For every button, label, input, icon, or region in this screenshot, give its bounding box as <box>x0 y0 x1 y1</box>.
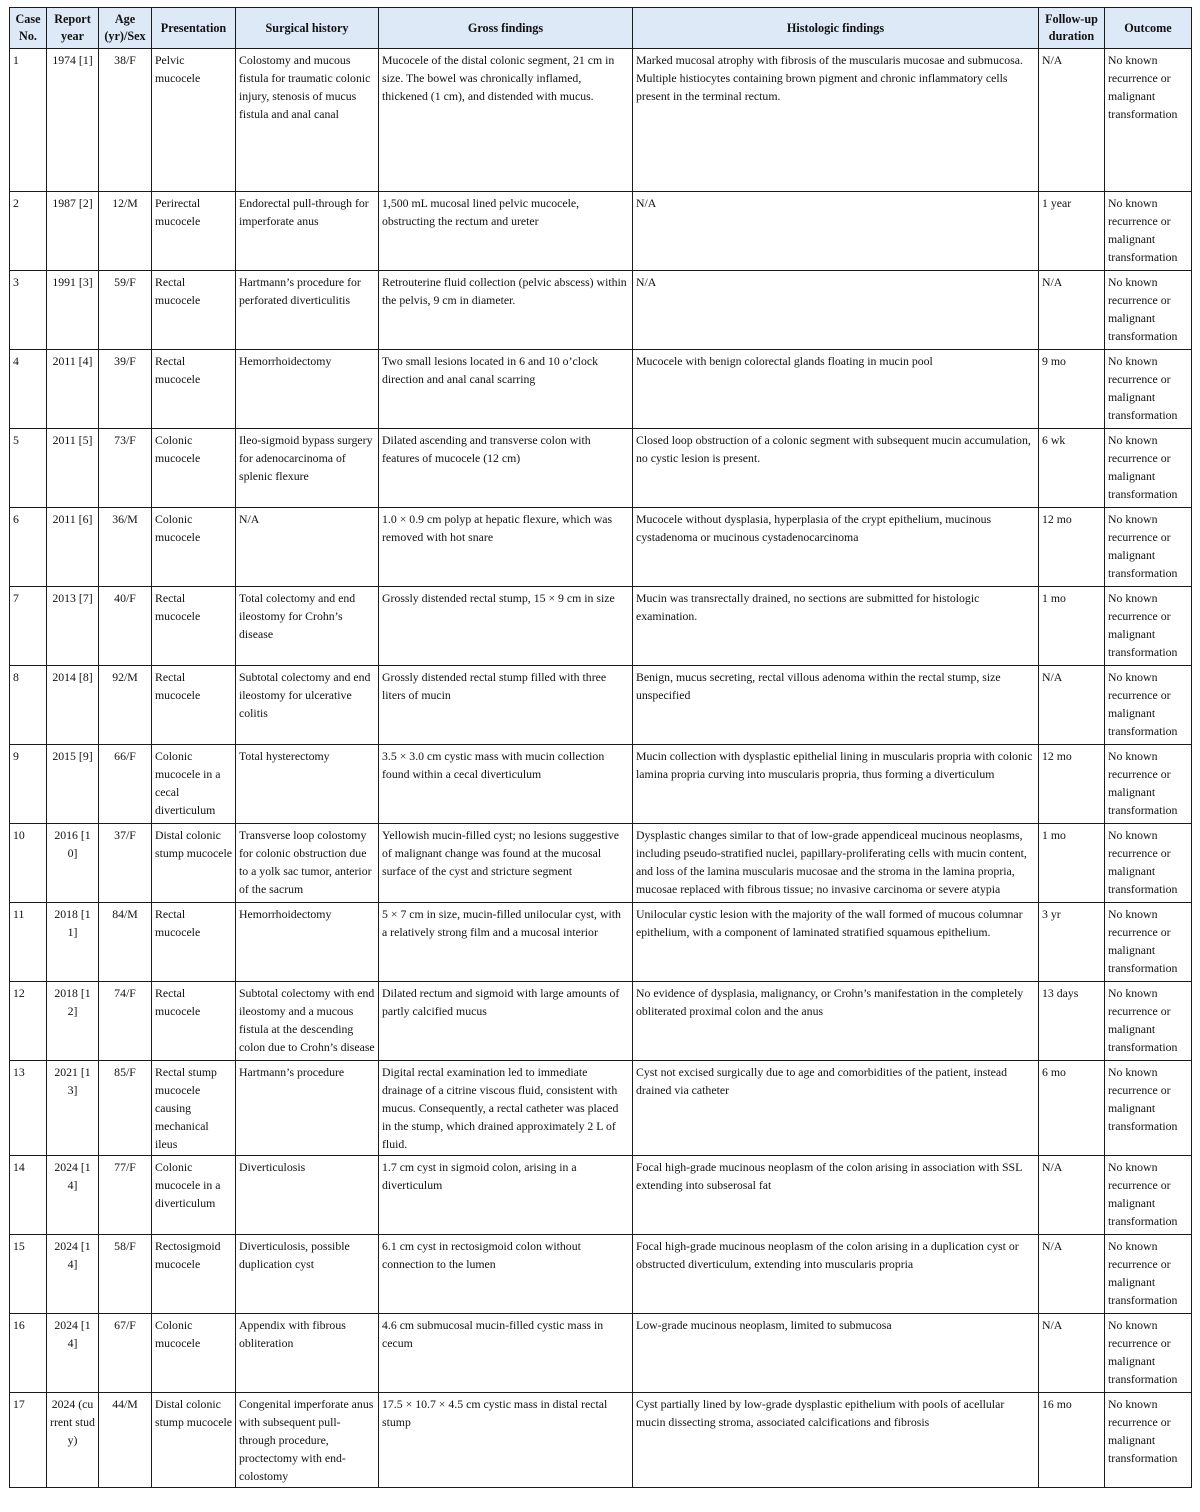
cell-outcome: No known recurrence or malignant transformation <box>1105 1235 1192 1314</box>
cell-report-year: 2011 [4] <box>47 350 99 429</box>
cell-histologic-findings: N/A <box>633 192 1039 271</box>
cell-outcome: No known recurrence or malignant transformation <box>1105 49 1192 192</box>
cell-report-year: 2015 [9] <box>47 745 99 824</box>
cell-report-year: 1991 [3] <box>47 271 99 350</box>
cell-outcome: No known recurrence or malignant transformation <box>1105 1156 1192 1235</box>
cell-follow-up: N/A <box>1039 1235 1105 1314</box>
cell-presentation: Distal colonic stump mucocele <box>152 824 236 903</box>
cell-presentation: Rectal mucocele <box>152 587 236 666</box>
cell-age-sex: 74/F <box>99 982 152 1061</box>
cell-gross-findings: 5 × 7 cm in size, mucin-filled unilocular cyst, with a relatively strong film and a mucosal interior <box>379 903 633 982</box>
table-row <box>10 587 1192 666</box>
header-surgical-history: Surgical history <box>236 8 379 49</box>
cell-gross-findings: 6.1 cm cyst in rectosigmoid colon without connection to the lumen <box>379 1235 633 1314</box>
cell-presentation: Rectosigmoid mucocele <box>152 1235 236 1314</box>
cell-outcome: No known recurrence or malignant transformation <box>1105 271 1192 350</box>
cell-histologic-findings: Mucin collection with dysplastic epithelial lining in muscularis propria with colonic lamina propria curving into muscularis propria, thus forming a diverticulum <box>633 745 1039 824</box>
cell-surgical-history: Hartmann’s procedure <box>236 1061 379 1156</box>
cell-report-year: 2021 [13] <box>47 1061 99 1156</box>
cell-case-no: 16 <box>10 1314 47 1393</box>
cell-case-no: 13 <box>10 1061 47 1156</box>
cell-gross-findings: 17.5 × 10.7 × 4.5 cm cystic mass in distal rectal stump <box>379 1393 633 1488</box>
cell-outcome: No known recurrence or malignant transformation <box>1105 429 1192 508</box>
cell-report-year: 2024 [14] <box>47 1314 99 1393</box>
cell-age-sex: 84/M <box>99 903 152 982</box>
cell-age-sex: 66/F <box>99 745 152 824</box>
cell-histologic-findings: Closed loop obstruction of a colonic segment with subsequent mucin accumulation, no cystic lesion is present. <box>633 429 1039 508</box>
cell-report-year: 2018 [12] <box>47 982 99 1061</box>
cell-presentation: Rectal mucocele <box>152 666 236 745</box>
cell-gross-findings: Retrouterine fluid collection (pelvic abscess) within the pelvis, 9 cm in diameter. <box>379 271 633 350</box>
header-age-sex: Age (yr)/Sex <box>99 8 152 49</box>
cell-gross-findings: Mucocele of the distal colonic segment, 21 cm in size. The bowel was chronically inflamed, thickened (1 cm), and distended with mucus. <box>379 49 633 192</box>
cell-gross-findings: 4.6 cm submucosal mucin-filled cystic mass in cecum <box>379 1314 633 1393</box>
cell-age-sex: 39/F <box>99 350 152 429</box>
cell-histologic-findings: No evidence of dysplasia, malignancy, or Crohn’s manifestation in the completely obliterated proximal colon and the anus <box>633 982 1039 1061</box>
cell-surgical-history: Transverse loop colostomy for colonic obstruction due to a yolk sac tumor, anterior of the sacrum <box>236 824 379 903</box>
cell-presentation: Rectal mucocele <box>152 350 236 429</box>
cell-surgical-history: Subtotal colectomy and end ileostomy for ulcerative colitis <box>236 666 379 745</box>
cell-follow-up: N/A <box>1039 1156 1105 1235</box>
cell-gross-findings: 1.0 × 0.9 cm polyp at hepatic flexure, which was removed with hot snare <box>379 508 633 587</box>
cell-outcome: No known recurrence or malignant transformation <box>1105 824 1192 903</box>
cell-outcome: No known recurrence or malignant transformation <box>1105 745 1192 824</box>
cell-gross-findings: 1.7 cm cyst in sigmoid colon, arising in a diverticulum <box>379 1156 633 1235</box>
cell-presentation: Colonic mucocele in a cecal diverticulum <box>152 745 236 824</box>
cell-case-no: 2 <box>10 192 47 271</box>
cell-report-year: 2024 (current study) <box>47 1393 99 1488</box>
cell-gross-findings: Yellowish mucin-filled cyst; no lesions suggestive of malignant change was found at the mucosal surface of the cyst and stricture segment <box>379 824 633 903</box>
cell-report-year: 2018 [11] <box>47 903 99 982</box>
cell-gross-findings: Digital rectal examination led to immediate drainage of a citrine viscous fluid, consistent with mucus. Consequently, a rectal catheter was placed in the stump, which drained approximately 2 L of fluid. <box>379 1061 633 1156</box>
header-histologic-findings: Histologic findings <box>633 8 1039 49</box>
cell-case-no: 10 <box>10 824 47 903</box>
cell-surgical-history: Appendix with fibrous obliteration <box>236 1314 379 1393</box>
cell-report-year: 2013 [7] <box>47 587 99 666</box>
cell-surgical-history: Hemorrhoidectomy <box>236 903 379 982</box>
cell-histologic-findings: Focal high-grade mucinous neoplasm of the colon arising in a duplication cyst or obstructed diverticulum, extending into muscularis propria <box>633 1235 1039 1314</box>
cell-report-year: 2011 [5] <box>47 429 99 508</box>
cell-follow-up: 1 mo <box>1039 824 1105 903</box>
cell-histologic-findings: Focal high-grade mucinous neoplasm of the colon arising in association with SSL extending into subserosal fat <box>633 1156 1039 1235</box>
cell-gross-findings: Two small lesions located in 6 and 10 o’clock direction and anal canal scarring <box>379 350 633 429</box>
cell-age-sex: 12/M <box>99 192 152 271</box>
cell-surgical-history: N/A <box>236 508 379 587</box>
cell-report-year: 2016 [10] <box>47 824 99 903</box>
cell-case-no: 4 <box>10 350 47 429</box>
cell-histologic-findings: Mucocele with benign colorectal glands floating in mucin pool <box>633 350 1039 429</box>
table-body <box>10 49 1192 1488</box>
header-row <box>10 8 1192 49</box>
table-row <box>10 903 1192 982</box>
cell-outcome: No known recurrence or malignant transformation <box>1105 1393 1192 1488</box>
cell-case-no: 5 <box>10 429 47 508</box>
cell-histologic-findings: Marked mucosal atrophy with fibrosis of the muscularis mucosae and submucosa. Multiple histiocytes containing brown pigment and chronic inflammatory cells present in the terminal rectum. <box>633 49 1039 192</box>
header-gross-findings: Gross findings <box>379 8 633 49</box>
header-report-year: Report year <box>47 8 99 49</box>
header-presentation: Presentation <box>152 8 236 49</box>
cell-case-no: 9 <box>10 745 47 824</box>
cell-gross-findings: 3.5 × 3.0 cm cystic mass with mucin collection found within a cecal diverticulum <box>379 745 633 824</box>
table-row <box>10 49 1192 192</box>
cell-case-no: 6 <box>10 508 47 587</box>
cell-gross-findings: 1,500 mL mucosal lined pelvic mucocele, obstructing the rectum and ureter <box>379 192 633 271</box>
cell-report-year: 1974 [1] <box>47 49 99 192</box>
header-follow-up-duration: Follow-up duration <box>1039 8 1105 49</box>
cell-outcome: No known recurrence or malignant transformation <box>1105 1061 1192 1156</box>
cell-outcome: No known recurrence or malignant transformation <box>1105 666 1192 745</box>
cell-report-year: 1987 [2] <box>47 192 99 271</box>
cell-follow-up: 16 mo <box>1039 1393 1105 1488</box>
table-row <box>10 745 1192 824</box>
cell-age-sex: 73/F <box>99 429 152 508</box>
header-outcome: Outcome <box>1105 8 1192 49</box>
cell-gross-findings: Grossly distended rectal stump, 15 × 9 cm in size <box>379 587 633 666</box>
cell-outcome: No known recurrence or malignant transformation <box>1105 982 1192 1061</box>
cell-follow-up: 12 mo <box>1039 508 1105 587</box>
cell-surgical-history: Total hysterectomy <box>236 745 379 824</box>
cell-follow-up: N/A <box>1039 49 1105 192</box>
cell-histologic-findings: Dysplastic changes similar to that of low-grade appendiceal mucinous neoplasms, including pseudo-stratified nuclei, papillary-proliferating cells with mucin content, and loss of the lamina muscularis mucosae and the stroma in the lamina propria, mucosae replaced with fibrous tissue; no invasive carcinoma or severe atypia <box>633 824 1039 903</box>
cell-surgical-history: Diverticulosis, possible duplication cyst <box>236 1235 379 1314</box>
cell-age-sex: 36/M <box>99 508 152 587</box>
cell-follow-up: 3 yr <box>1039 903 1105 982</box>
cell-follow-up: 6 wk <box>1039 429 1105 508</box>
cell-histologic-findings: Unilocular cystic lesion with the majority of the wall formed of mucous columnar epithelium, with a component of laminated stratified squamous epithelium. <box>633 903 1039 982</box>
cell-surgical-history: Congenital imperforate anus with subsequent pull-through procedure, proctectomy with end-colostomy <box>236 1393 379 1488</box>
cell-presentation: Pelvic mucocele <box>152 49 236 192</box>
cell-outcome: No known recurrence or malignant transformation <box>1105 508 1192 587</box>
table-row <box>10 1235 1192 1314</box>
table-row <box>10 824 1192 903</box>
cell-case-no: 3 <box>10 271 47 350</box>
cell-surgical-history: Hemorrhoidectomy <box>236 350 379 429</box>
cell-outcome: No known recurrence or malignant transformation <box>1105 192 1192 271</box>
cell-presentation: Colonic mucocele <box>152 429 236 508</box>
cell-surgical-history: Total colectomy and end ileostomy for Crohn’s disease <box>236 587 379 666</box>
cell-follow-up: N/A <box>1039 666 1105 745</box>
cell-surgical-history: Diverticulosis <box>236 1156 379 1235</box>
cell-age-sex: 44/M <box>99 1393 152 1488</box>
cell-outcome: No known recurrence or malignant transformation <box>1105 587 1192 666</box>
table-row <box>10 271 1192 350</box>
cell-report-year: 2024 [14] <box>47 1235 99 1314</box>
cell-histologic-findings: Cyst partially lined by low-grade dysplastic epithelium with pools of acellular mucin dissecting stroma, associated calcifications and fibrosis <box>633 1393 1039 1488</box>
cell-report-year: 2024 [14] <box>47 1156 99 1235</box>
cell-presentation: Colonic mucocele <box>152 1314 236 1393</box>
table-row <box>10 666 1192 745</box>
cell-follow-up: 1 mo <box>1039 587 1105 666</box>
cell-follow-up: 12 mo <box>1039 745 1105 824</box>
cell-report-year: 2014 [8] <box>47 666 99 745</box>
cell-surgical-history: Endorectal pull-through for imperforate anus <box>236 192 379 271</box>
cell-histologic-findings: N/A <box>633 271 1039 350</box>
cell-outcome: No known recurrence or malignant transformation <box>1105 1314 1192 1393</box>
cell-follow-up: N/A <box>1039 271 1105 350</box>
table-row <box>10 982 1192 1061</box>
table-row <box>10 1314 1192 1393</box>
cell-age-sex: 37/F <box>99 824 152 903</box>
header-case-no: Case No. <box>10 8 47 49</box>
cell-gross-findings: Dilated ascending and transverse colon with features of mucocele (12 cm) <box>379 429 633 508</box>
cell-histologic-findings: Benign, mucus secreting, rectal villous adenoma within the rectal stump, size unspecified <box>633 666 1039 745</box>
cell-case-no: 1 <box>10 49 47 192</box>
cell-age-sex: 85/F <box>99 1061 152 1156</box>
cell-follow-up: 9 mo <box>1039 350 1105 429</box>
cell-case-no: 7 <box>10 587 47 666</box>
cell-presentation: Distal colonic stump mucocele <box>152 1393 236 1488</box>
cell-case-no: 11 <box>10 903 47 982</box>
cell-follow-up: 13 days <box>1039 982 1105 1061</box>
table-row <box>10 508 1192 587</box>
cell-gross-findings: Grossly distended rectal stump filled with three liters of mucin <box>379 666 633 745</box>
cell-surgical-history: Subtotal colectomy with end ileostomy and a mucous fistula at the descending colon due to Crohn’s disease <box>236 982 379 1061</box>
cell-case-no: 14 <box>10 1156 47 1235</box>
table-row <box>10 350 1192 429</box>
cell-case-no: 17 <box>10 1393 47 1488</box>
cell-case-no: 12 <box>10 982 47 1061</box>
cell-histologic-findings: Mucin was transrectally drained, no sections are submitted for histologic examination. <box>633 587 1039 666</box>
cell-report-year: 2011 [6] <box>47 508 99 587</box>
table-row <box>10 1393 1192 1488</box>
cell-gross-findings: Dilated rectum and sigmoid with large amounts of partly calcified mucus <box>379 982 633 1061</box>
cell-follow-up: 6 mo <box>1039 1061 1105 1156</box>
table-row <box>10 192 1192 271</box>
cell-presentation: Colonic mucocele <box>152 508 236 587</box>
cell-age-sex: 38/F <box>99 49 152 192</box>
cell-age-sex: 67/F <box>99 1314 152 1393</box>
cell-outcome: No known recurrence or malignant transformation <box>1105 350 1192 429</box>
cell-age-sex: 59/F <box>99 271 152 350</box>
cell-surgical-history: Colostomy and mucous fistula for traumatic colonic injury, stenosis of mucus fistula and anal canal <box>236 49 379 192</box>
cell-presentation: Rectal stump mucocele causing mechanical ileus <box>152 1061 236 1156</box>
cell-follow-up: 1 year <box>1039 192 1105 271</box>
case-comparison-table <box>9 7 1192 1488</box>
cell-case-no: 8 <box>10 666 47 745</box>
cell-follow-up: N/A <box>1039 1314 1105 1393</box>
cell-presentation: Colonic mucocele in a diverticulum <box>152 1156 236 1235</box>
cell-age-sex: 77/F <box>99 1156 152 1235</box>
cell-histologic-findings: Low-grade mucinous neoplasm, limited to submucosa <box>633 1314 1039 1393</box>
cell-age-sex: 40/F <box>99 587 152 666</box>
cell-histologic-findings: Mucocele without dysplasia, hyperplasia of the crypt epithelium, mucinous cystadenoma or mucinous cystadenocarcinoma <box>633 508 1039 587</box>
table-row <box>10 1156 1192 1235</box>
cell-surgical-history: Hartmann’s procedure for perforated diverticulitis <box>236 271 379 350</box>
cell-histologic-findings: Cyst not excised surgically due to age and comorbidities of the patient, instead drained via catheter <box>633 1061 1039 1156</box>
cell-age-sex: 92/M <box>99 666 152 745</box>
cell-presentation: Perirectal mucocele <box>152 192 236 271</box>
cell-age-sex: 58/F <box>99 1235 152 1314</box>
cell-presentation: Rectal mucocele <box>152 903 236 982</box>
cell-presentation: Rectal mucocele <box>152 271 236 350</box>
cell-surgical-history: Ileo-sigmoid bypass surgery for adenocarcinoma of splenic flexure <box>236 429 379 508</box>
table-row <box>10 429 1192 508</box>
table-row <box>10 1061 1192 1156</box>
cell-presentation: Rectal mucocele <box>152 982 236 1061</box>
cell-outcome: No known recurrence or malignant transformation <box>1105 903 1192 982</box>
cell-case-no: 15 <box>10 1235 47 1314</box>
